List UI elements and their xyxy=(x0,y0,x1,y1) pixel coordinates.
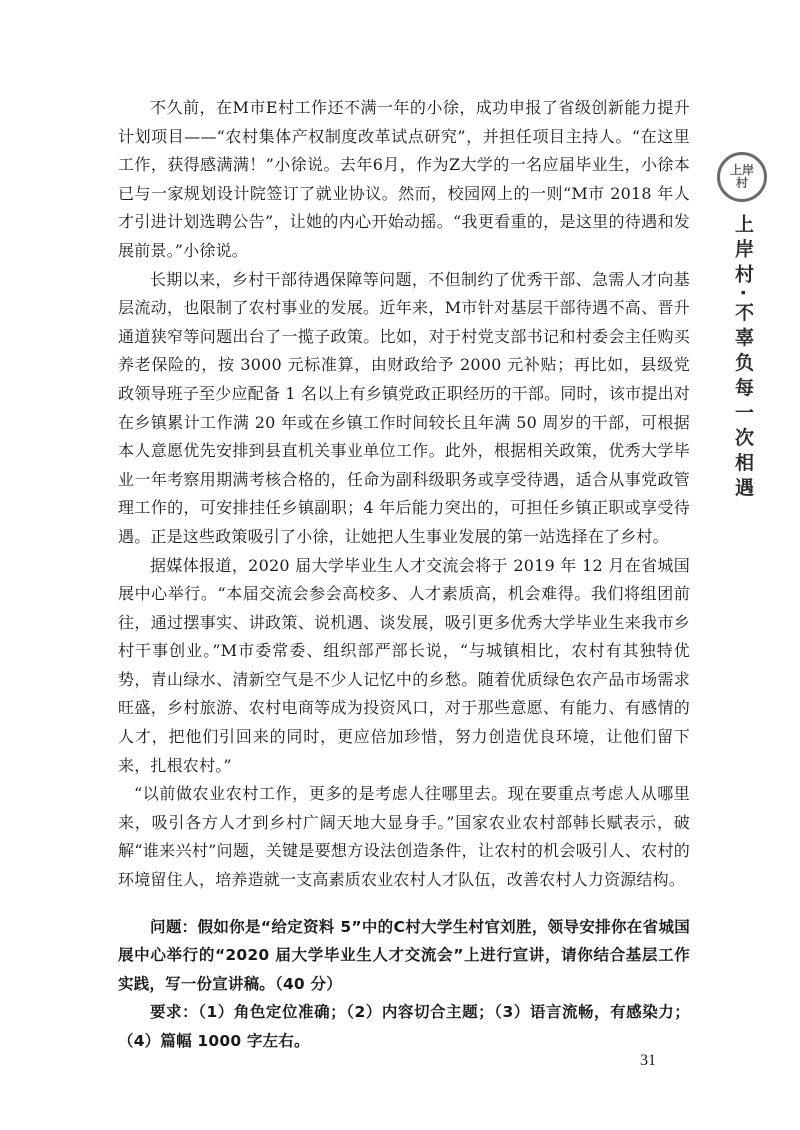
paragraph-3: 据媒体报道，2020 届大学毕业生人才交流会将于 2019 年 12 月在省城国展中心举行。“本届交流会参会高校多、人才素质高，机会难得。我们将组团前往，通过摆事实、讲政策、说机遇、谈发展，吸引更多优秀大学毕业生来我市乡村干事创业。”M市委常委、组织部严部长说，“与城镇相比，农村有其独特优势，青山绿水、清新空气是不少人记忆中的乡愁。随着优质绿色农产品市场需求旺盛，乡村旅游、农村电商等成为投资风口，对于那些意愿、有能力、有感情的人才，把他们引回来的同时，更应倍加珍惜，努力创造优良环境，让他们留下来，扎根农村。” xyxy=(118,555,690,775)
requirements-text: 要求：（1）角色定位准确；（2）内容切合主题；（3）语言流畅，有感染力；（4）篇幅 1000 字左右。 xyxy=(118,1003,690,1050)
brand-seal-icon xyxy=(717,152,767,202)
seal-text-top: 上岸 xyxy=(729,163,754,177)
paragraph-4: “以前做农业农村工作，更多的是考虑人往哪里去。现在要重点考虑人从哪里来，吸引各方人才到乡村广阔天地大显身手。”国家农业农村部韩长赋表示，破解“谁来兴村”问题，关键是要想方设法创造条件，让农村的机会吸引人、农村的环境留住人，培养造就一支高素质农业农村人才队伍，改善农村人力资源结构。 xyxy=(118,784,690,890)
document-body xyxy=(118,94,690,1056)
paragraph-1: 不久前，在M市E村工作还不满一年的小徐，成功申报了省级创新能力提升计划项目——“农村集体产权制度改革试点研究”，并担任项目主持人。“在这里工作，获得感满满！”小徐说。去年6月，作为Z大学的一名应届毕业生，小徐本已与一家规划设计院签订了就业协议。然而，校园网上的一则“M市 2018 年人才引进计划选聘公告”，让她的内心开始动摇。“我更看重的，是这里的待遇和发展前景。”小徐说。 xyxy=(118,98,690,260)
seal-text-bottom: 村 xyxy=(735,176,748,190)
paragraph-2: 长期以来，乡村干部待遇保障等问题，不但制约了优秀干部、急需人才向基层流动，也限制了农村事业的发展。近年来，M市针对基层干部待遇不高、晋升通道狭窄等问题出台了一揽子政策。比如，对于村党支部书记和村委会主任购买养老保险的，按 3000 元标准算，由财政给予 2000 元补贴；再比如，县级党政领导班子至少应配备 1 名以上有乡镇党政正职经历的干部。同时，该市提出对在乡镇累计工作满 20 年或在乡镇工作时间较长且年满 50 周岁的干部，可根据本人意愿优先安排到县直机关事业单位工作。此外，根据相关政策，优秀大学毕业一年考察用期满考核合格的，任命为副科级职务或享受待遇，适合从事党政管理工作的，可安排挂任乡镇副职；4 年后能力突出的，可担任乡镇正职或享受待遇。正是这些政策吸引了小徐，让她把人生事业发展的第一站选择在了乡村。 xyxy=(118,269,690,546)
side-slogan: 上岸村·不辜负每一次相遇 xyxy=(732,214,754,503)
question-text: 问题：假如你是“给定资料 5”中的C村大学生村官刘胜，领导安排你在省城国展中心举行的“2020 届大学毕业生人才交流会”上进行宣讲，请你结合基层工作实践，写一份宣讲稿。（40 分） xyxy=(118,917,690,993)
question-block xyxy=(118,913,690,1056)
page-number: 31 xyxy=(640,1052,656,1069)
